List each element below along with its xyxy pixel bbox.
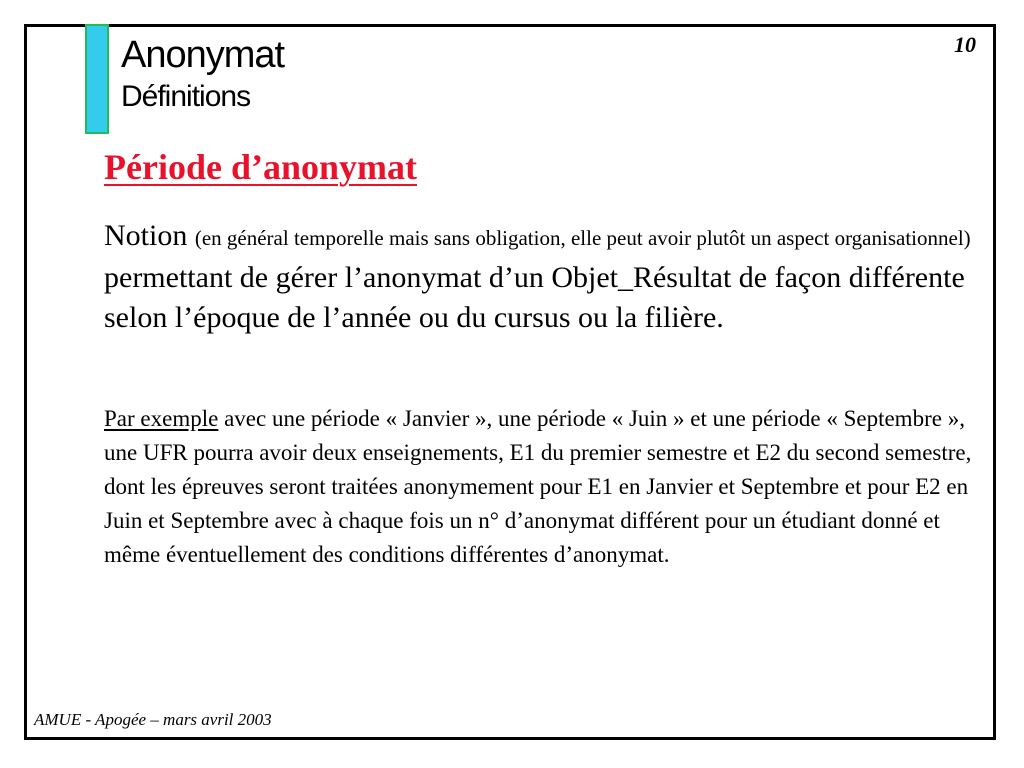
definition-paragraph	[104, 216, 984, 338]
accent-bar	[85, 24, 109, 134]
example-text: avec une période « Janvier », une période « Juin » et une période « Septembre », une UFR pourra avoir deux enseignements, E1 du premier semestre et E2 du second semestre, dont les épreuves seront traitées anonymement pour E1 en Janvier et Septembre et pour E2 en Juin et Septembre avec à chaque fois un n° d’anonymat différent pour un étudiant donné et même éventuellement des conditions différentes d’anonymat.	[104, 406, 972, 567]
page-number: 10	[954, 32, 976, 57]
definition-aside: (en général temporelle mais sans obligation, elle peut avoir plutôt un aspect organisationnel)	[194, 226, 971, 250]
example-lead: Par exemple	[104, 406, 219, 431]
definition-rest: permettant de gérer l’anonymat d’un Objet_Résultat de façon différente selon l’époque de l’année ou du cursus ou la filière.	[104, 261, 965, 334]
slide-frame	[24, 24, 996, 740]
footer-text: AMUE - Apogée – mars avril 2003	[34, 710, 272, 729]
slide-subtitle: Définitions	[121, 80, 251, 113]
example-paragraph	[104, 402, 984, 572]
slide-title: Anonymat	[121, 34, 285, 76]
definition-lead: Notion	[104, 219, 188, 252]
section-heading: Période d’anonymat	[104, 147, 417, 187]
